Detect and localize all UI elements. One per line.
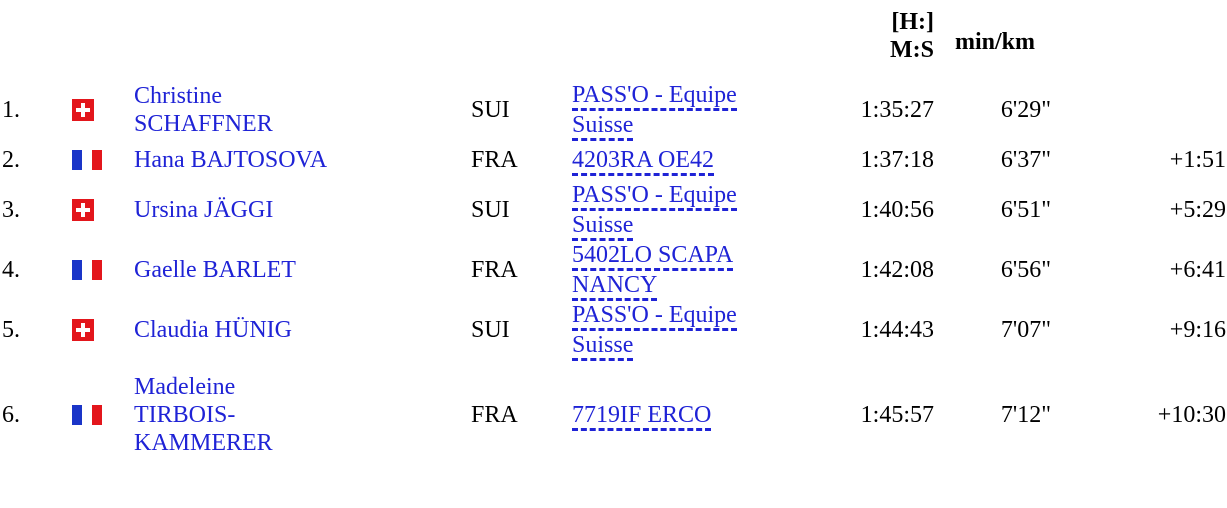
pace: 6'29" <box>1000 96 1051 123</box>
pace: 7'07" <box>1000 316 1051 343</box>
finish-time: 1:45:57 <box>860 401 934 428</box>
time-behind: +9:16 <box>1169 316 1226 343</box>
club-line: PASS'O - Equipe <box>572 182 737 211</box>
flag-cell <box>72 260 134 280</box>
pace: 7'12" <box>1000 401 1051 428</box>
club-line: PASS'O - Equipe <box>572 302 737 331</box>
flag-cell <box>72 405 134 425</box>
table-row <box>0 240 1227 300</box>
club-line: 5402LO SCAPA <box>572 242 733 271</box>
pace-column-header: min/km <box>955 29 1036 55</box>
club-link[interactable] <box>572 180 822 240</box>
nationality: FRA <box>471 256 518 283</box>
table-row <box>0 80 1227 140</box>
table-body <box>0 80 1227 470</box>
nationality: FRA <box>471 146 518 173</box>
table-row <box>0 140 1227 180</box>
runner-name-line: KAMMERER <box>134 430 273 456</box>
french-flag-icon <box>72 150 102 170</box>
rank: 4. <box>2 256 20 283</box>
flag-cell <box>72 150 134 170</box>
runner-name-line: SCHAFFNER <box>134 111 273 137</box>
time-behind: +1:51 <box>1169 146 1226 173</box>
nationality: FRA <box>471 401 518 428</box>
flag-cell <box>72 99 134 121</box>
swiss-flag-icon <box>72 99 94 121</box>
nationality: SUI <box>471 196 510 223</box>
runner-name-line: Hana BAJTOSOVA <box>134 147 328 173</box>
club-line: 4203RA OE42 <box>572 147 714 176</box>
rank: 1. <box>2 96 20 123</box>
time-behind: +10:30 <box>1157 401 1226 428</box>
runner-name-link[interactable] <box>134 373 471 457</box>
club-line: Suisse <box>572 112 633 141</box>
club-line: Suisse <box>572 212 633 241</box>
table-header <box>0 0 1227 80</box>
rank: 5. <box>2 316 20 343</box>
table-row <box>0 180 1227 240</box>
pace: 6'51" <box>1000 196 1051 223</box>
french-flag-icon <box>72 405 102 425</box>
runner-name-line: Madeleine <box>134 374 236 400</box>
runner-name-link[interactable] <box>134 196 471 224</box>
swiss-flag-icon <box>72 199 94 221</box>
runner-name-link[interactable] <box>134 256 471 284</box>
club-line: NANCY <box>572 272 657 301</box>
time-behind: +5:29 <box>1169 196 1226 223</box>
club-line: PASS'O - Equipe <box>572 82 737 111</box>
finish-time: 1:44:43 <box>860 316 934 343</box>
finish-time: 1:40:56 <box>860 196 934 223</box>
french-flag-icon <box>72 260 102 280</box>
club-link[interactable] <box>572 145 822 175</box>
club-link[interactable] <box>572 80 822 140</box>
rank: 6. <box>2 401 20 428</box>
runner-name-link[interactable] <box>134 146 471 174</box>
runner-name-link[interactable] <box>134 316 471 344</box>
club-line: Suisse <box>572 332 633 361</box>
runner-name-line: Gaelle BARLET <box>134 257 296 283</box>
rank: 2. <box>2 146 20 173</box>
time-behind: +6:41 <box>1169 256 1226 283</box>
club-link[interactable] <box>572 400 822 430</box>
time-column-header: [H:] M:S <box>890 9 934 63</box>
finish-time: 1:35:27 <box>860 96 934 123</box>
rank: 3. <box>2 196 20 223</box>
swiss-flag-icon <box>72 319 94 341</box>
runner-name-line: Christine <box>134 83 222 109</box>
club-link[interactable] <box>572 240 822 300</box>
nationality: SUI <box>471 96 510 123</box>
runner-name-line: Claudia HÜNIG <box>134 317 292 343</box>
finish-time: 1:37:18 <box>860 146 934 173</box>
nationality: SUI <box>471 316 510 343</box>
runner-name-link[interactable] <box>134 82 471 138</box>
runner-name-line: Ursina JÄGGI <box>134 197 274 223</box>
finish-time: 1:42:08 <box>860 256 934 283</box>
flag-cell <box>72 199 134 221</box>
club-link[interactable] <box>572 300 822 360</box>
club-line: 7719IF ERCO <box>572 402 711 431</box>
table-row <box>0 360 1227 470</box>
table-row <box>0 300 1227 360</box>
pace: 6'56" <box>1000 256 1051 283</box>
flag-cell <box>72 319 134 341</box>
runner-name-line: TIRBOIS- <box>134 402 236 428</box>
pace: 6'37" <box>1000 146 1051 173</box>
